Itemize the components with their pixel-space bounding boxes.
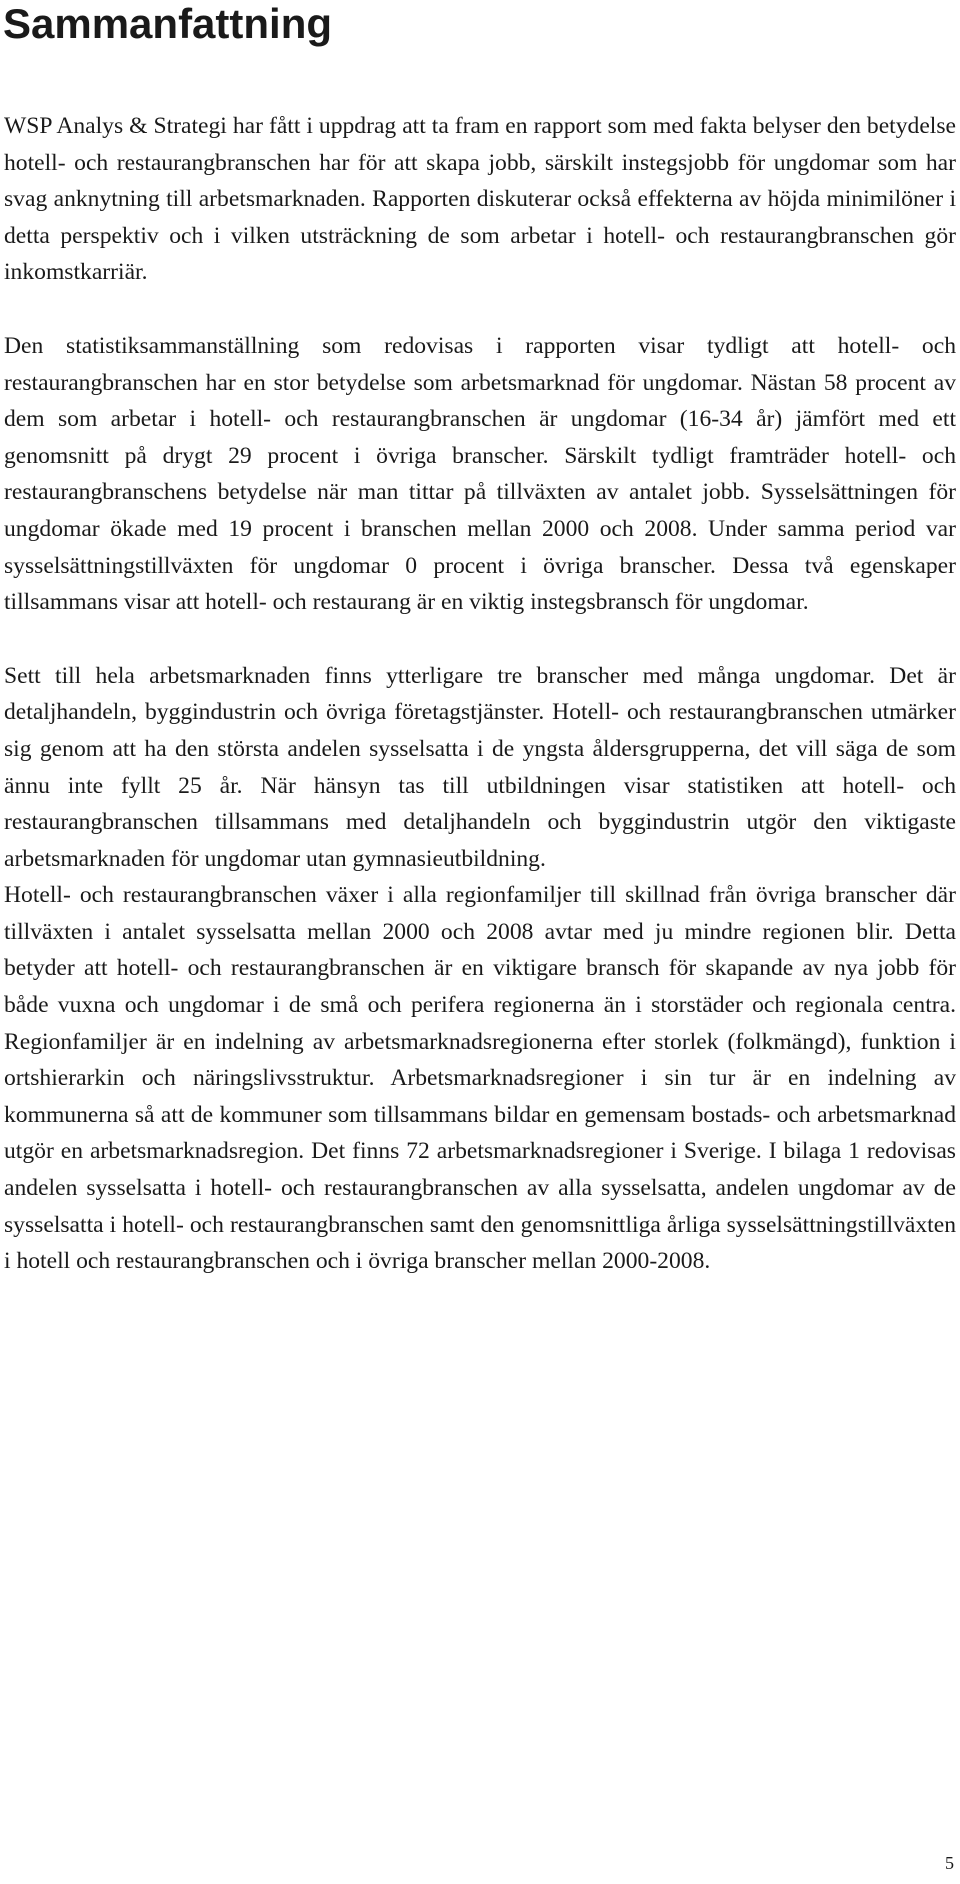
paragraph-statistics: Den statistiksammanställning som redovisas i rapporten visar tydligt att hotell- och restaurangbranschen har en stor betydelse som arbetsmarknad för ungdomar. Nästan 58 procent av dem som arbetar i hotell- och restaurangbranschen är ungdomar (16-34 år) jämfört med ett genomsnitt på drygt 29 procent i övriga branscher. Särskilt tydligt framträder hotell- och restaurangbranschens betydelse när man tittar på tillväxten av antalet jobb. Sysselsättningen för ungdomar ökade med 19 procent i branschen mellan 2000 och 2008. Under samma period var sysselsättningstillväxten för ungdomar 0 procent i övriga branscher. Dessa två egenskaper tillsammans visar att hotell- och restaurang är en viktig instegsbransch för ungdomar. — [4, 332, 956, 616]
paragraph-intro: WSP Analys & Strategi har fått i uppdrag att ta fram en rapport som med fakta belyser den betydelse hotell- och restaurangbranschen har för att skapa jobb, särskilt instegsjobb för ungdomar som har svag anknytning till arbetsmarknaden. Rapporten diskuterar också effekterna av höjda minimilöner i detta perspektiv och i vilken utsträckning de som arbetar i hotell- och restaurangbranschen gör inkomstkarriär. — [4, 113, 956, 286]
paragraph-industries: Sett till hela arbetsmarknaden finns ytterligare tre branscher med många ungdomar. Det är detaljhandeln, byggindustrin och övriga företagstjänster. Hotell- och restaurangbranschen utmärker sig genom att ha den största andelen sysselsatta i de yngsta åldersgrupperna, det vill säga de som ännu inte fyllt 25 år. När hänsyn tas till utbildningen visar statistiken att hotell- och restaurangbranschen tillsammans med detaljhandeln och byggindustrin utgör den viktigaste arbetsmarknaden för ungdomar utan gymnasieutbildning. — [4, 662, 956, 872]
page-title: Sammanfattning — [3, 0, 333, 47]
page-number: 5 — [945, 1853, 954, 1873]
paragraph-regions: Hotell- och restaurangbranschen växer i alla regionfamiljer till skillnad från övriga branscher där tillväxten i antalet sysselsatta mellan 2000 och 2008 avtar med ju mindre regionen blir. Detta betyder att hotell- och restaurangbranschen är en viktigare bransch för skapande av nya jobb för både vuxna och ungdomar i de små och perifera regionerna än i storstäder och regionala centra. Regionfamiljer är en indelning av arbetsmarknadsregionerna efter storlek (folkmängd), funktion i ortshierarkin och näringslivsstruktur. Arbetsmarknadsregioner i sin tur är en indelning av kommunerna så att de kommuner som tillsammans bildar en gemensam bostads- och arbetsmarknad utgör en arbetsmarknadsregion. Det finns 72 arbetsmarknadsregioner i Sverige. I bilaga 1 redovisas andelen sysselsatta i hotell- och restaurangbranschen av alla sysselsatta, andelen ungdomar av de sysselsatta i hotell- och restaurangbranschen samt den genomsnittliga årliga sysselsättningstillväxten i hotell och restaurangbranschen och i övriga branscher mellan 2000-2008. — [4, 882, 956, 1275]
body-text — [4, 108, 956, 1280]
